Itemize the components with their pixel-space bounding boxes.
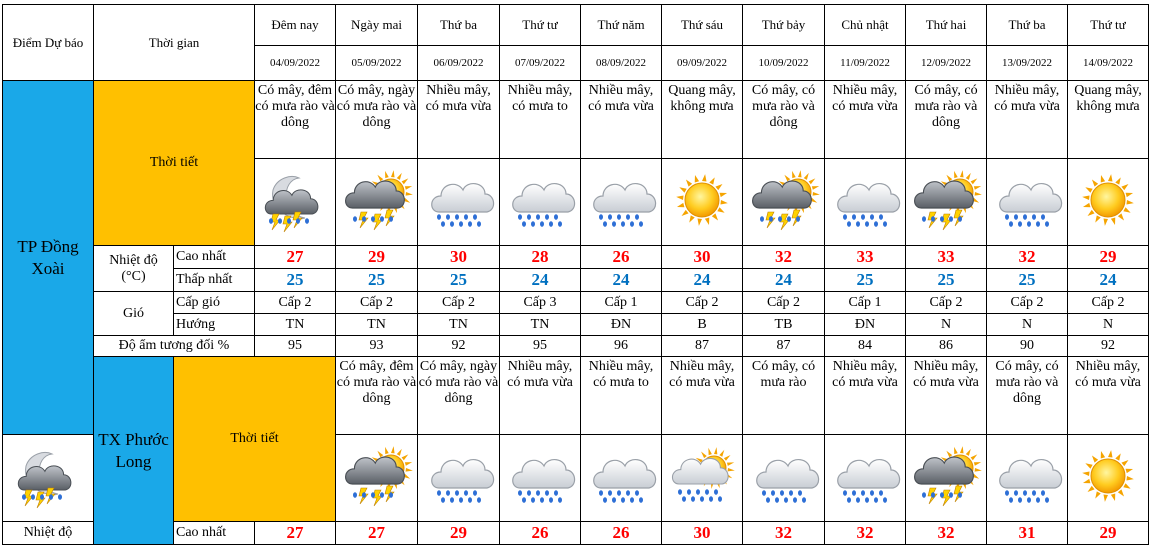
max-temp-value: 26 — [500, 522, 581, 545]
temperature-unit: (°C) — [121, 268, 146, 284]
wind-direction-value: TN — [418, 314, 500, 336]
max-temp-value: 32 — [743, 522, 825, 545]
min-temp-value: 25 — [255, 269, 336, 292]
temperature-label-text: Nhiệt độ — [109, 252, 158, 268]
wind-direction-value: N — [987, 314, 1068, 336]
humidity-value: 92 — [418, 336, 500, 357]
weather-icon-cell — [418, 159, 500, 246]
wind-direction-value: B — [662, 314, 743, 336]
day-header: Thứ sáu — [662, 5, 743, 46]
max-temp-value: 32 — [825, 522, 906, 545]
sun-icon — [1072, 170, 1144, 234]
wind-direction-label: Hướng — [174, 314, 255, 336]
min-temp-value: 24 — [500, 269, 581, 292]
sun-thunderstorm-icon — [910, 170, 982, 234]
sun-thunderstorm-icon — [341, 170, 413, 234]
weather-icon-cell — [336, 435, 418, 522]
weather-icon-cell — [987, 159, 1068, 246]
weather-icon-cell — [3, 435, 94, 522]
wind-direction-value: ĐN — [825, 314, 906, 336]
weather-icon-cell — [743, 435, 825, 522]
wind-level-value: Cấp 1 — [581, 292, 662, 314]
max-temp-value: 30 — [662, 246, 743, 269]
max-temp-value: 32 — [906, 522, 987, 545]
max-temp-value: 32 — [987, 246, 1068, 269]
day-date: 11/09/2022 — [825, 46, 906, 81]
weather-icon-cell — [743, 159, 825, 246]
forecast-table — [2, 4, 1149, 545]
min-temp-value: 25 — [825, 269, 906, 292]
humidity-value: 96 — [581, 336, 662, 357]
max-temp-value: 31 — [987, 522, 1068, 545]
wind-level-value: Cấp 2 — [662, 292, 743, 314]
humidity-value: 95 — [255, 336, 336, 357]
wind-level-label: Cấp gió — [174, 292, 255, 314]
day-date: 04/09/2022 — [255, 46, 336, 81]
day-date: 12/09/2022 — [906, 46, 987, 81]
weather-description: Có mây, có mưa rào và dông — [906, 81, 987, 159]
day-header: Thứ ba — [987, 5, 1068, 46]
weather-label: Thời tiết — [94, 81, 255, 246]
min-temp-label: Thấp nhất — [174, 269, 255, 292]
temperature-label — [94, 246, 174, 292]
sun-shower-icon — [666, 446, 738, 510]
rain-cloud-icon — [991, 446, 1063, 510]
rain-cloud-icon — [423, 446, 495, 510]
min-temp-value: 24 — [1068, 269, 1149, 292]
humidity-value: 95 — [500, 336, 581, 357]
max-temp-value: 27 — [336, 522, 418, 545]
max-temp-value: 33 — [906, 246, 987, 269]
max-temp-value: 30 — [662, 522, 743, 545]
wind-direction-value: TN — [336, 314, 418, 336]
wind-direction-value: N — [906, 314, 987, 336]
wind-level-value: Cấp 3 — [500, 292, 581, 314]
weather-icon-cell — [987, 435, 1068, 522]
weather-icon-cell — [418, 435, 500, 522]
humidity-value: 86 — [906, 336, 987, 357]
weather-icon-cell — [906, 435, 987, 522]
min-temp-value: 25 — [418, 269, 500, 292]
rain-cloud-icon — [585, 446, 657, 510]
weather-icon-cell — [255, 159, 336, 246]
weather-description: Nhiều mây, có mưa vừa — [825, 357, 906, 435]
weather-description: Nhiều mây, có mưa vừa — [906, 357, 987, 435]
max-temp-value: 27 — [255, 522, 336, 545]
humidity-value: 84 — [825, 336, 906, 357]
weather-icon-cell — [906, 159, 987, 246]
max-temp-value: 27 — [255, 246, 336, 269]
rain-cloud-icon — [829, 446, 901, 510]
min-temp-value: 24 — [581, 269, 662, 292]
day-header: Đêm nay — [255, 5, 336, 46]
rain-cloud-icon — [585, 170, 657, 234]
weather-icon-cell — [1068, 435, 1149, 522]
weather-description: Nhiều mây, có mưa to — [500, 81, 581, 159]
humidity-value: 87 — [662, 336, 743, 357]
weather-icon-cell — [662, 159, 743, 246]
sun-thunderstorm-icon — [341, 446, 413, 510]
weather-icon-cell — [500, 159, 581, 246]
wind-level-value: Cấp 1 — [825, 292, 906, 314]
temperature-label — [3, 522, 94, 545]
wind-level-value: Cấp 2 — [1068, 292, 1149, 314]
wind-level-value: Cấp 2 — [255, 292, 336, 314]
day-header: Thứ ba — [418, 5, 500, 46]
wind-level-value: Cấp 2 — [418, 292, 500, 314]
weather-icon-cell — [581, 159, 662, 246]
weather-icon-cell — [825, 435, 906, 522]
temperature-label-text: Nhiệt độ — [23, 525, 73, 540]
min-temp-value: 24 — [662, 269, 743, 292]
weather-description: Nhiều mây, có mưa vừa — [418, 81, 500, 159]
day-header: Thứ tư — [500, 5, 581, 46]
weather-icon-cell — [825, 159, 906, 246]
wind-level-value: Cấp 2 — [906, 292, 987, 314]
day-date: 06/09/2022 — [418, 46, 500, 81]
max-temp-value: 28 — [500, 246, 581, 269]
location-name: TP Đồng Xoài — [3, 81, 94, 435]
sun-icon — [666, 170, 738, 234]
min-temp-value: 24 — [743, 269, 825, 292]
sun-thunderstorm-icon — [748, 170, 820, 234]
weather-icon-cell — [1068, 159, 1149, 246]
wind-level-value: Cấp 2 — [336, 292, 418, 314]
day-header: Thứ tư — [1068, 5, 1149, 46]
wind-label: Gió — [94, 292, 174, 336]
weather-description: Có mây, đêm có mưa rào và dông — [336, 357, 418, 435]
weather-description: Có mây, đêm có mưa rào và dông — [255, 81, 336, 159]
weather-icon-cell — [336, 159, 418, 246]
day-date: 13/09/2022 — [987, 46, 1068, 81]
weather-description: Nhiều mây, có mưa vừa — [662, 357, 743, 435]
weather-description: Quang mây, không mưa — [662, 81, 743, 159]
weather-description: Có mây, có mưa rào và dông — [743, 81, 825, 159]
day-date: 14/09/2022 — [1068, 46, 1149, 81]
weather-description: Nhiều mây, có mưa vừa — [581, 81, 662, 159]
weather-icon-cell — [581, 435, 662, 522]
weather-description: Có mây, có mưa rào và dông — [987, 357, 1068, 435]
location-column-header: Điểm Dự báo — [3, 5, 94, 81]
day-date: 08/09/2022 — [581, 46, 662, 81]
weather-label: Thời tiết — [174, 357, 336, 522]
wind-direction-value: TN — [500, 314, 581, 336]
wind-direction-value: N — [1068, 314, 1149, 336]
day-header: Thứ năm — [581, 5, 662, 46]
rain-cloud-icon — [504, 170, 576, 234]
weather-icon-cell — [500, 435, 581, 522]
weather-description: Nhiều mây, có mưa vừa — [825, 81, 906, 159]
max-temp-label: Cao nhất — [174, 522, 255, 545]
wind-direction-value: TN — [255, 314, 336, 336]
sun-thunderstorm-icon — [910, 446, 982, 510]
humidity-value: 87 — [743, 336, 825, 357]
max-temp-value: 29 — [418, 522, 500, 545]
weather-description: Có mây, ngày có mưa rào và dông — [418, 357, 500, 435]
weather-description: Nhiều mây, có mưa to — [581, 357, 662, 435]
weather-description: Nhiều mây, có mưa vừa — [987, 81, 1068, 159]
day-header: Ngày mai — [336, 5, 418, 46]
day-header: Thứ bảy — [743, 5, 825, 46]
day-date: 10/09/2022 — [743, 46, 825, 81]
min-temp-value: 25 — [906, 269, 987, 292]
weather-description: Nhiều mây, có mưa vừa — [1068, 357, 1149, 435]
rain-cloud-icon — [829, 170, 901, 234]
humidity-value: 90 — [987, 336, 1068, 357]
rain-cloud-icon — [423, 170, 495, 234]
day-date: 07/09/2022 — [500, 46, 581, 81]
weather-description: Nhiều mây, có mưa vừa — [500, 357, 581, 435]
rain-cloud-icon — [748, 446, 820, 510]
day-date: 05/09/2022 — [336, 46, 418, 81]
max-temp-label: Cao nhất — [174, 246, 255, 269]
max-temp-value: 29 — [1068, 522, 1149, 545]
min-temp-value: 25 — [336, 269, 418, 292]
day-date: 09/09/2022 — [662, 46, 743, 81]
max-temp-value: 30 — [418, 246, 500, 269]
max-temp-value: 26 — [581, 522, 662, 545]
night-thunderstorm-icon — [259, 170, 331, 234]
night-thunderstorm-icon — [12, 446, 84, 510]
max-temp-value: 29 — [1068, 246, 1149, 269]
sun-icon — [1072, 446, 1144, 510]
wind-direction-value: ĐN — [581, 314, 662, 336]
day-header: Chủ nhật — [825, 5, 906, 46]
max-temp-value: 32 — [743, 246, 825, 269]
humidity-value: 92 — [1068, 336, 1149, 357]
wind-level-value: Cấp 2 — [987, 292, 1068, 314]
max-temp-value: 26 — [581, 246, 662, 269]
max-temp-value: 33 — [825, 246, 906, 269]
weather-description: Quang mây, không mưa — [1068, 81, 1149, 159]
time-column-header: Thời gian — [94, 5, 255, 81]
weather-description: Có mây, có mưa rào — [743, 357, 825, 435]
min-temp-value: 25 — [987, 269, 1068, 292]
weather-icon-cell — [662, 435, 743, 522]
weather-description: Có mây, ngày có mưa rào và dông — [336, 81, 418, 159]
rain-cloud-icon — [991, 170, 1063, 234]
location-name: TX Phước Long — [94, 357, 174, 545]
wind-level-value: Cấp 2 — [743, 292, 825, 314]
humidity-value: 93 — [336, 336, 418, 357]
humidity-label: Độ ẩm tương đối % — [94, 336, 255, 357]
day-header: Thứ hai — [906, 5, 987, 46]
max-temp-value: 29 — [336, 246, 418, 269]
wind-direction-value: TB — [743, 314, 825, 336]
rain-cloud-icon — [504, 446, 576, 510]
